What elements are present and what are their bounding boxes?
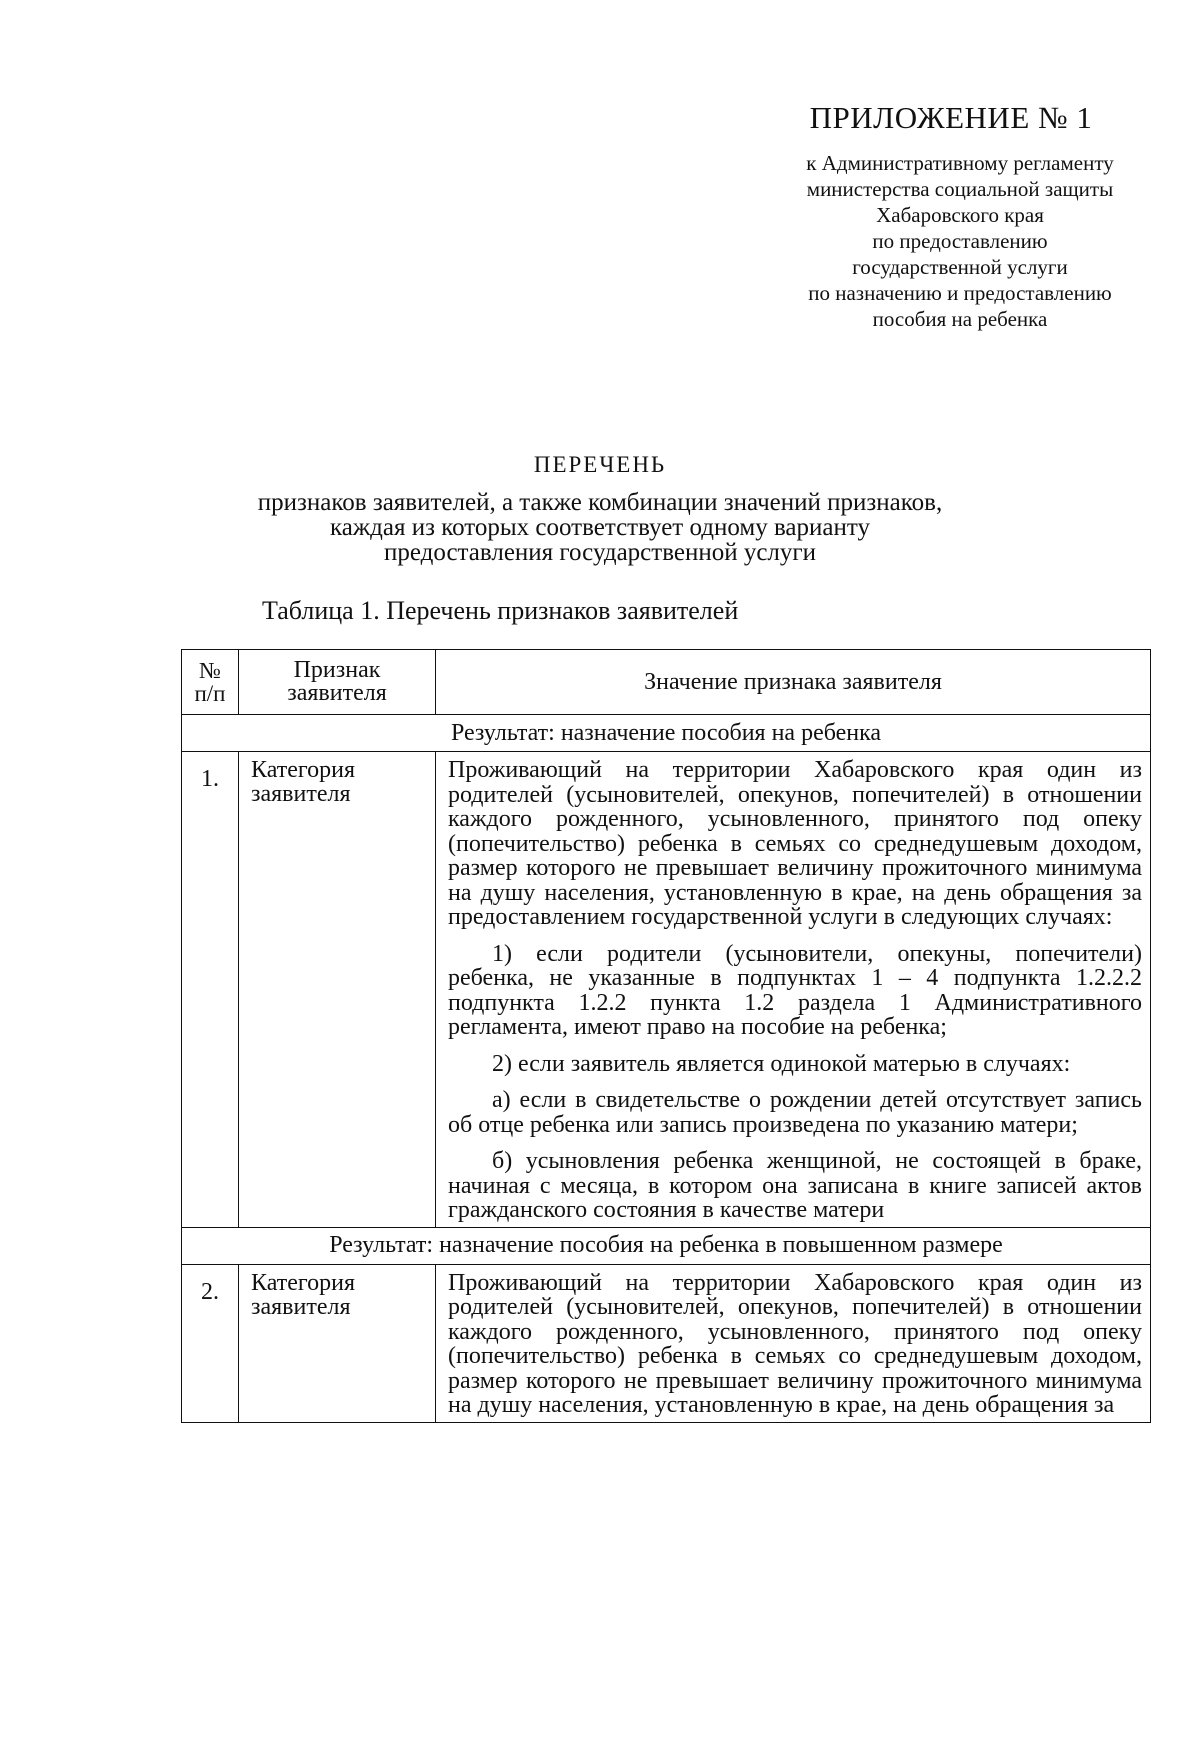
row-value xyxy=(436,752,1151,1228)
list-title: ПЕРЕЧЕНЬ xyxy=(533,452,667,477)
header-sign xyxy=(239,650,436,715)
value-paragraph: 1) если родители (усыновители, опекуны, попечители) ребенка, не указанные в подпунктах 1 – 4 подпункта 1.2.2.2 подпункта 1.2.2 пункта 1.2 раздела 1 Административного регламента, имеют право на пособие на ребенка; xyxy=(448,940,1142,1040)
result-label: Результат: назначение пособия на ребенка в повышенном размере xyxy=(182,1227,1151,1264)
row-value xyxy=(436,1264,1151,1422)
table-caption: Таблица 1. Перечень признаков заявителей xyxy=(262,596,739,625)
applicant-signs-table xyxy=(181,649,1151,1423)
header-num-line: п/п xyxy=(194,681,226,706)
table-row xyxy=(182,1264,1151,1422)
appendix-line: по предоставлению xyxy=(872,229,1048,253)
header-num-line: № xyxy=(199,658,221,683)
table-result-row xyxy=(182,715,1151,752)
table-result-row xyxy=(182,1227,1151,1264)
value-paragraph: а) если в свидетельстве о рождении детей отсутствует запись об отце ребенка или запись произведена по указанию матери; xyxy=(448,1087,1142,1138)
appendix-line: министерства социальной защиты xyxy=(806,177,1114,201)
table-row xyxy=(182,752,1151,1228)
row-number: 2. xyxy=(182,1264,239,1422)
appendix-reference xyxy=(760,150,1160,332)
value-paragraph: Проживающий на территории Хабаровского края один из родителей (усыновителей, опекунов, попечителей) в отношении каждого рожденного, усыновленного, принятого под опеку (попечительство) ребенка в семьях со среднедушевым доходом, размер которого не превышает величину прожиточного минимума на душу населения, установленную в крае, на день обращения за предоставлением государственной услуги в следующих случаях: xyxy=(448,757,1142,930)
header-sign-line: Признак xyxy=(293,657,381,683)
appendix-line: по назначению и предоставлению xyxy=(808,281,1112,305)
subtitle-line: предоставления государственной услуги xyxy=(383,539,817,566)
subtitle-line: каждая из которых соответствует одному варианту xyxy=(330,514,870,541)
appendix-line: государственной услуги xyxy=(852,255,1068,279)
list-subtitle xyxy=(0,490,1200,565)
table-header-row xyxy=(182,650,1151,715)
row-number: 1. xyxy=(182,752,239,1228)
appendix-line: пособия на ребенка xyxy=(872,307,1048,331)
category-line: Категория xyxy=(251,757,355,783)
result-label: Результат: назначение пособия на ребенка xyxy=(182,715,1151,752)
value-paragraph: б) усыновления ребенка женщиной, не состоящей в браке, начиная с месяца, в котором она записана в книге записей актов гражданского состояния в качестве матери xyxy=(448,1148,1142,1223)
appendix-line: Хабаровского края xyxy=(876,203,1044,227)
appendix-header xyxy=(760,100,1160,332)
subtitle-line: признаков заявителей, а также комбинации значений признаков, xyxy=(257,489,943,516)
value-paragraph: 2) если заявитель является одинокой матерью в случаях: xyxy=(492,1050,1071,1077)
category-line: заявителя xyxy=(251,781,351,807)
row-category xyxy=(239,752,436,1228)
appendix-line: к Административному регламенту xyxy=(806,151,1114,175)
value-paragraph: Проживающий на территории Хабаровского края один из родителей (усыновителей, опекунов, попечителей) в отношении каждого рожденного, усыновленного, принятого под опеку (попечительство) ребенка в семьях со среднедушевым доходом, размер которого не превышает величину прожиточного минимума на душу населения, установленную в крае, на день обращения за xyxy=(448,1269,1142,1418)
category-line: Категория xyxy=(251,1269,355,1296)
header-sign-line: заявителя xyxy=(287,680,387,706)
header-value: Значение признака заявителя xyxy=(436,650,1151,715)
appendix-title: ПРИЛОЖЕНИЕ № 1 xyxy=(809,100,1093,135)
header-num xyxy=(182,650,239,715)
category-line: заявителя xyxy=(251,1293,351,1320)
row-category xyxy=(239,1264,436,1422)
